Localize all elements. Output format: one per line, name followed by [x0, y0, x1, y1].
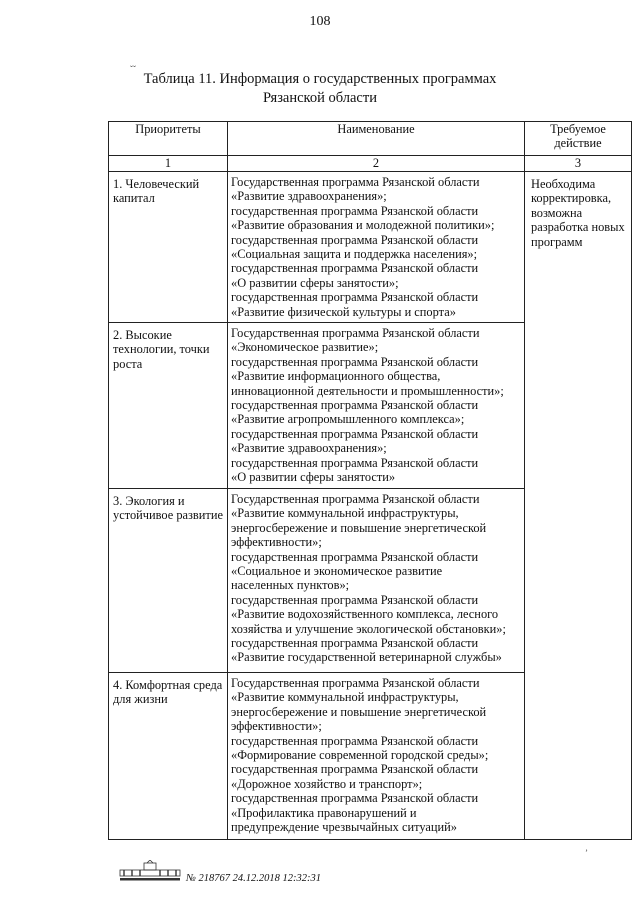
column-number-2: 2	[228, 156, 525, 172]
title-line-1: Таблица 11. Информация о государственных программах	[143, 71, 497, 87]
program-line: «Развитие физической культуры и спорта»	[231, 304, 456, 319]
action-cell: Необходима корректировка, возможна разработка новых программ	[525, 172, 632, 840]
programs-cell	[228, 673, 525, 840]
program-line: «Формирование современной городской среды»;	[231, 748, 489, 763]
program-line: населенных пунктов»;	[231, 578, 350, 593]
program-line: государственная программа Рязанской области	[231, 733, 479, 748]
header-name: Наименование	[228, 122, 525, 156]
program-line: государственная программа Рязанской области	[231, 455, 479, 470]
priority-cell: 4. Комфортная среда для жизни	[109, 673, 228, 840]
program-line: «Развитие образования и молодежной политики»;	[231, 218, 495, 233]
program-line: государственная программа Рязанской области	[231, 203, 479, 218]
program-line: «О развитии сферы занятости»;	[231, 275, 399, 290]
program-line: государственная программа Рязанской области	[231, 354, 479, 369]
program-line: государственная программа Рязанской области	[231, 791, 479, 806]
program-line: «О развитии сферы занятости»	[231, 470, 396, 485]
page-number: 108	[309, 14, 331, 29]
program-line: «Дорожное хозяйство и транспорт»;	[231, 776, 423, 791]
program-line: энергосбережение и повышение энергетической	[231, 520, 487, 535]
scan-speck: ʼ	[585, 848, 588, 858]
program-line: Государственная программа Рязанской области	[231, 175, 480, 189]
program-line: Государственная программа Рязанской области	[231, 326, 480, 340]
column-number-1: 1	[109, 156, 228, 172]
program-line: «Развитие государственной ветеринарной службы»	[231, 650, 502, 665]
program-line: государственная программа Рязанской области	[231, 398, 479, 413]
program-line: государственная программа Рязанской области	[231, 290, 479, 305]
program-line: хозяйства и улучшение экологической обстановки»;	[231, 621, 506, 636]
program-line: государственная программа Рязанской области	[231, 261, 479, 276]
program-line: Государственная программа Рязанской области	[231, 676, 480, 690]
title-line-2: Рязанской области	[263, 90, 377, 106]
program-line: «Развитие информационного общества,	[231, 369, 441, 384]
program-line: «Развитие агропромышленного комплекса»;	[231, 412, 465, 427]
column-number-row	[109, 156, 632, 172]
program-line: государственная программа Рязанской области	[231, 549, 479, 564]
program-line: «Социальная защита и поддержка населения»;	[231, 247, 478, 262]
program-line: государственная программа Рязанской области	[231, 636, 479, 651]
priority-cell: 3. Экология и устойчивое развитие	[109, 489, 228, 673]
table-title	[100, 70, 540, 108]
program-line: предупреждение чрезвычайных ситуаций»	[231, 820, 457, 835]
priority-cell: 2. Высокие технологии, точки роста	[109, 323, 228, 489]
program-line: «Экономическое развитие»;	[231, 340, 379, 355]
footer	[118, 860, 448, 890]
program-line: энергосбережение и повышение энергетической	[231, 704, 487, 719]
program-line: «Профилактика правонарушений и	[231, 805, 417, 820]
header-priorities: Приоритеты	[109, 122, 228, 156]
program-line: государственная программа Рязанской области	[231, 762, 479, 777]
program-line: «Развитие коммунальной инфраструктуры,	[231, 506, 459, 521]
program-line: инновационной деятельности и промышленности»;	[231, 383, 504, 398]
programs-cell	[228, 172, 525, 323]
programs-table	[108, 121, 632, 840]
document-stamp: № 218767 24.12.2018 12:32:31	[186, 873, 322, 884]
header-row	[109, 122, 632, 156]
priority-cell: 1. Человеческий капитал	[109, 172, 228, 323]
programs-cell	[228, 489, 525, 673]
program-line: государственная программа Рязанской области	[231, 426, 479, 441]
program-line: государственная программа Рязанской области	[231, 232, 479, 247]
programs-cell	[228, 323, 525, 489]
program-line: «Социальное и экономическое развитие	[231, 564, 443, 579]
program-line: «Развитие здравоохранения»;	[231, 189, 387, 204]
program-line: эффективности»;	[231, 719, 322, 734]
program-line: Государственная программа Рязанской области	[231, 492, 480, 506]
program-line: государственная программа Рязанской области	[231, 592, 479, 607]
program-line: «Развитие здравоохранения»;	[231, 441, 387, 456]
header-action: Требуемое действие	[525, 122, 632, 156]
program-line: «Развитие коммунальной инфраструктуры,	[231, 690, 459, 705]
program-line: «Развитие водохозяйственного комплекса, лесного	[231, 607, 499, 622]
program-line: эффективности»;	[231, 535, 322, 550]
column-number-3: 3	[525, 156, 632, 172]
table-row	[109, 172, 632, 323]
government-logo-icon	[118, 860, 182, 884]
scan-speck: ˇˇ	[130, 64, 136, 74]
